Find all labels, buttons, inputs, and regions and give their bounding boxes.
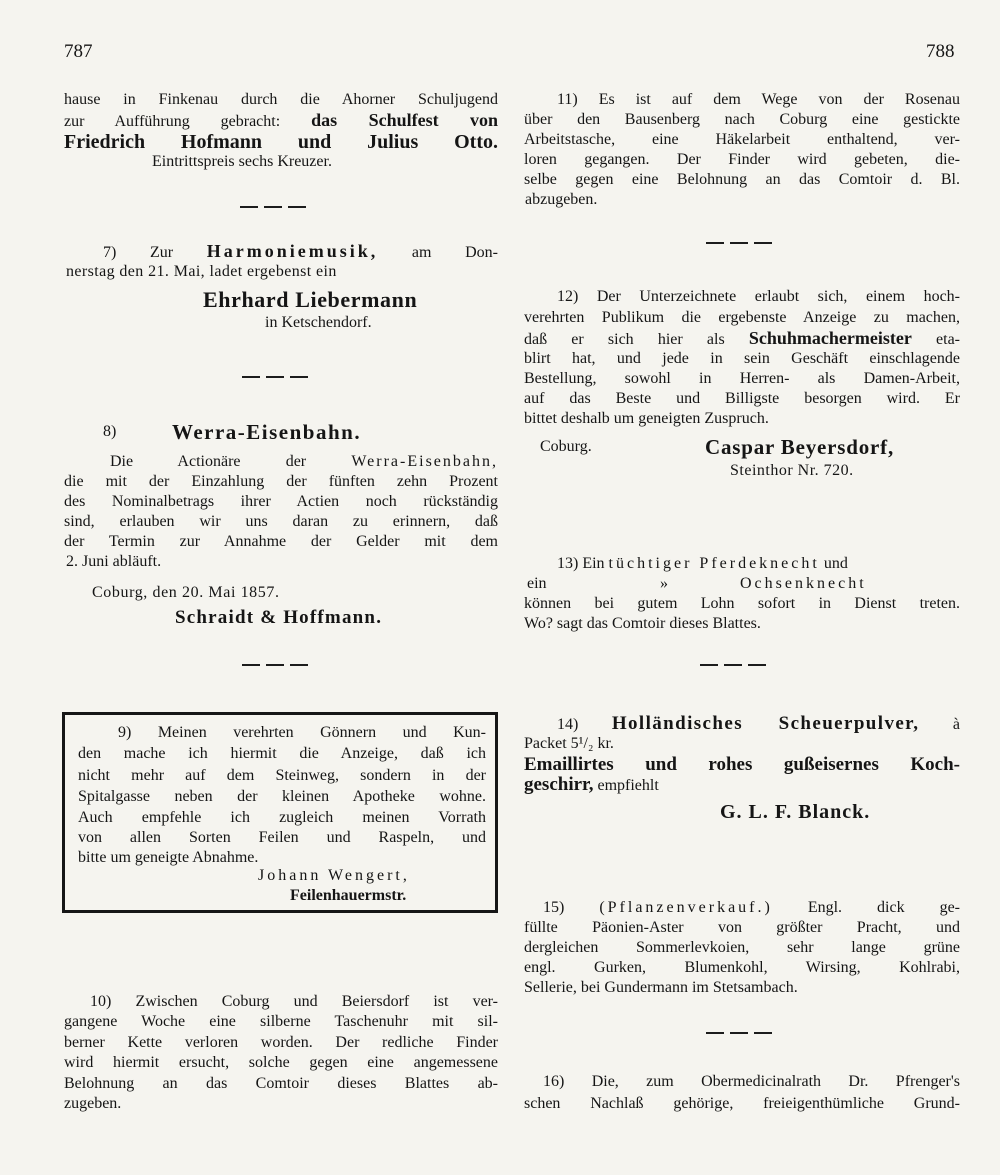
pflanzen-line-4: engl. Gurken, Blumenkohl, Wirsing, Kohlrabi, [524, 959, 960, 976]
werra-line-5: der Termin zur Annahme der Gelder mit dem [64, 533, 498, 550]
knechte-line-1 [557, 554, 848, 574]
harmonie-prefix: 7) Zur [103, 244, 174, 261]
werra-line-2: die mit der Einzahlung der fünften zehn Prozent [64, 473, 498, 490]
knechte-ditto-mark: » [660, 575, 668, 592]
werra-line-1 [110, 452, 498, 472]
werra-line-1-text: Die Actionäre der [110, 453, 307, 470]
schulfest-line-2-text: zur Aufführung gebracht: [64, 113, 281, 130]
knechte-line-2-start: ein [527, 575, 547, 592]
schuhmacher-line-6: auf das Beste und Billigste besorgen wird. Er [524, 390, 960, 407]
scheuerpulver-product: Holländisches Scheuerpulver, [611, 713, 920, 734]
harmonie-line-1-end: am Don- [411, 244, 499, 261]
scheuerpulver-recommends: empfiehlt [597, 777, 659, 794]
werra-dateline: Coburg, den 20. Mai 1857. [92, 584, 280, 601]
separator [240, 206, 306, 208]
arbeitstasche-line-4: loren gegangen. Der Finder wird gebeten, die- [524, 151, 960, 168]
werra-signature: Schraidt & Hoffmann. [175, 607, 383, 628]
wengert-line-7: bitte um geneigte Abnahme. [78, 849, 259, 866]
knechte-pferdeknecht: tüchtiger Pferdeknecht [608, 555, 820, 572]
harmonie-title: Harmoniemusik, [206, 241, 379, 261]
harmonie-line-2: nerstag den 21. Mai, ladet ergebenst ein [66, 263, 337, 280]
knechte-line-4: Wo? sagt das Comtoir dieses Blattes. [524, 615, 761, 632]
pflanzen-line-5: Sellerie, bei Gundermann im Stetsambach. [524, 979, 798, 996]
taschenuhr-line-4: wird hiermit ersucht, solche gegen eine angemessene [64, 1054, 498, 1071]
schulfest-line-2 [64, 110, 498, 130]
wengert-line-5: Auch empfehle ich zugleich meinen Vorrath [78, 809, 486, 826]
scheuerpulver-number: 14) [557, 716, 579, 733]
knechte-line-1-end: und [823, 555, 848, 572]
arbeitstasche-line-5: selbe gegen eine Belohnung an das Comtoir d. Bl. [524, 171, 960, 188]
schulfest-price: Eintrittspreis sechs Kreuzer. [152, 153, 332, 170]
nachlass-line-1: 16) Die, zum Obermedicinalrath Dr. Pfrenger's [543, 1073, 960, 1090]
taschenuhr-line-5: Belohnung an das Comtoir dieses Blattes ab- [64, 1075, 498, 1092]
scheuerpulver-signature: G. L. F. Blanck. [720, 801, 871, 823]
knechte-ochsenknecht: Ochsenknecht [740, 575, 867, 592]
schuhmacher-place: Coburg. [540, 438, 592, 455]
schuhmacher-line-5: Bestellung, sowohl in Herren- als Damen-Arbeit, [524, 370, 960, 387]
scheuerpulver-line-1-end: à [952, 716, 961, 733]
pflanzen-line-2: füllte Päonien-Aster von größter Pracht, und [524, 919, 960, 936]
scheuerpulver-line-1 [557, 713, 960, 735]
schuhmacher-line-1: 12) Der Unterzeichnete erlaubt sich, einem hoch- [557, 288, 960, 305]
taschenuhr-line-3: berner Kette verloren worden. Der redliche Finder [64, 1034, 498, 1051]
werra-number: 8) [103, 423, 117, 440]
scheuerpulver-cookware: Emaillirtes und rohes gußeisernes Koch- [524, 754, 960, 775]
schulfest-line-1: hause in Finkenau durch die Ahorner Schuljugend [64, 91, 498, 108]
schuhmacher-line-3-end: eta- [936, 331, 961, 348]
page-number-right: 788 [926, 41, 955, 62]
scheuerpulver-cookware-end: geschirr, [524, 774, 594, 795]
pflanzen-line-1-end: Engl. dick ge- [807, 899, 961, 916]
schuhmacher-line-4: blirt hat, und jede in sein Geschäft einschlagende [524, 350, 960, 367]
arbeitstasche-line-2: über den Bausenberg nach Coburg eine gestickte [524, 111, 960, 128]
taschenuhr-line-1: 10) Zwischen Coburg und Beiersdorf ist ver- [90, 993, 498, 1010]
knechte-line-3: können bei gutem Lohn sofort in Dienst treten. [524, 595, 960, 612]
arbeitstasche-line-6: abzugeben. [525, 191, 598, 208]
knechte-prefix: 13) Ein [557, 555, 605, 572]
werra-line-1-spaced: Werra-Eisenbahn, [351, 453, 498, 470]
page-number-left: 787 [64, 41, 93, 62]
schuhmacher-line-3-text: daß er sich hier als [524, 331, 725, 348]
schuhmacher-line-2: verehrten Publikum die ergebenste Anzeige zu machen, [524, 309, 960, 326]
separator [706, 1032, 772, 1034]
wengert-line-4: Spitalgasse neben der kleinen Apotheke wohne. [78, 788, 486, 805]
separator [700, 664, 766, 666]
pflanzen-heading: (Pflanzenverkauf.) [599, 899, 773, 916]
werra-line-4: sind, erlauben wir uns daran zu erinnern, daß [64, 513, 498, 530]
taschenuhr-line-2: gangene Woche eine silberne Taschenuhr mit sil- [64, 1013, 498, 1030]
scheuerpulver-line-4 [524, 775, 659, 795]
arbeitstasche-line-1: 11) Es ist auf dem Wege von der Rosenau [557, 91, 960, 108]
arbeitstasche-line-3: Arbeitstasche, eine Häkelarbeit enthaltend, ver- [524, 131, 960, 148]
wengert-line-1: 9) Meinen verehrten Gönnern und Kun- [118, 724, 486, 741]
schulfest-authors: Friedrich Hofmann und Julius Otto. [64, 131, 498, 153]
wengert-line-6: von allen Sorten Feilen und Raspeln, und [78, 829, 486, 846]
harmonie-line-1 [103, 241, 498, 261]
werra-line-3: des Nominalbetrags ihrer Actien noch rückständig [64, 493, 498, 510]
werra-title: Werra-Eisenbahn. [172, 420, 362, 444]
separator [242, 376, 308, 378]
pflanzen-number: 15) [543, 899, 565, 916]
wengert-line-3: nicht mehr auf dem Steinweg, sondern in der [78, 767, 486, 784]
schuhmacher-signature: Caspar Beyersdorf, [705, 435, 894, 459]
pflanzen-line-1 [543, 898, 960, 918]
werra-line-6: 2. Juni abläuft. [66, 553, 162, 570]
wengert-signature: Johann Wengert, [258, 867, 410, 884]
separator [706, 242, 772, 244]
schuhmacher-trade: Schuhmachermeister [748, 328, 912, 348]
nachlass-line-2: schen Nachlaß gehörige, freieigenthümliche Grund- [524, 1095, 960, 1112]
scheuerpulver-price: Packet 5¹/₂ kr. [524, 735, 614, 752]
separator [242, 664, 308, 666]
schuhmacher-line-3 [524, 328, 960, 348]
schulfest-title: das Schulfest von [311, 110, 499, 130]
schuhmacher-address: Steinthor Nr. 720. [730, 462, 854, 479]
harmonie-signature: Ehrhard Liebermann [203, 287, 418, 312]
schuhmacher-line-7: bittet deshalb um geneigten Zuspruch. [524, 410, 769, 427]
harmonie-place: in Ketschendorf. [265, 314, 372, 331]
taschenuhr-line-6: zugeben. [64, 1095, 122, 1112]
pflanzen-line-3: dergleichen Sommerlevkoien, sehr lange grüne [524, 939, 960, 956]
wengert-title: Feilenhauermstr. [290, 887, 407, 904]
wengert-line-2: den mache ich hiermit die Anzeige, daß ich [78, 745, 486, 762]
